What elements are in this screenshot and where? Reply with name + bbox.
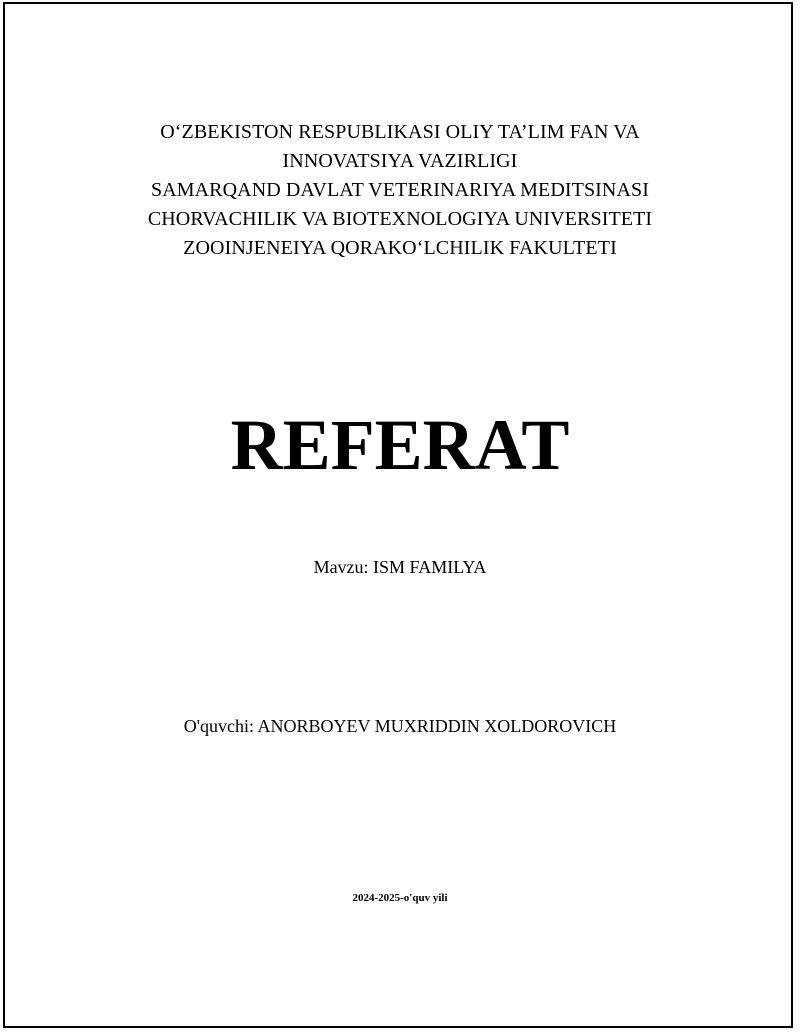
header-line-faculty: ZOOINJENEIYA QORAKO‘LCHILIK FAKULTETI [183,237,617,259]
topic-line: Mavzu: ISM FAMILYA [313,557,487,577]
header-line-ministry-1: O‘ZBEKISTON RESPUBLIKASI OLIY TA’LIM FAN VA [160,121,640,143]
student-line: O'quvchi: ANORBOYEV MUXRIDDIN XOLDOROVICH [183,716,617,736]
document-title: REFERAT [230,405,570,485]
institution-header [0,118,800,263]
header-line-university-2: CHORVACHILIK VA BIOTEXNOLOGIYA UNIVERSITETI [147,208,653,230]
academic-year: 2024-2025-o'quv yili [352,892,448,904]
header-line-university-1: SAMARQAND DAVLAT VETERINARIYA MEDITSINASI [150,179,649,201]
header-line-ministry-2: INNOVATSIYA VAZIRLIGI [282,150,518,172]
